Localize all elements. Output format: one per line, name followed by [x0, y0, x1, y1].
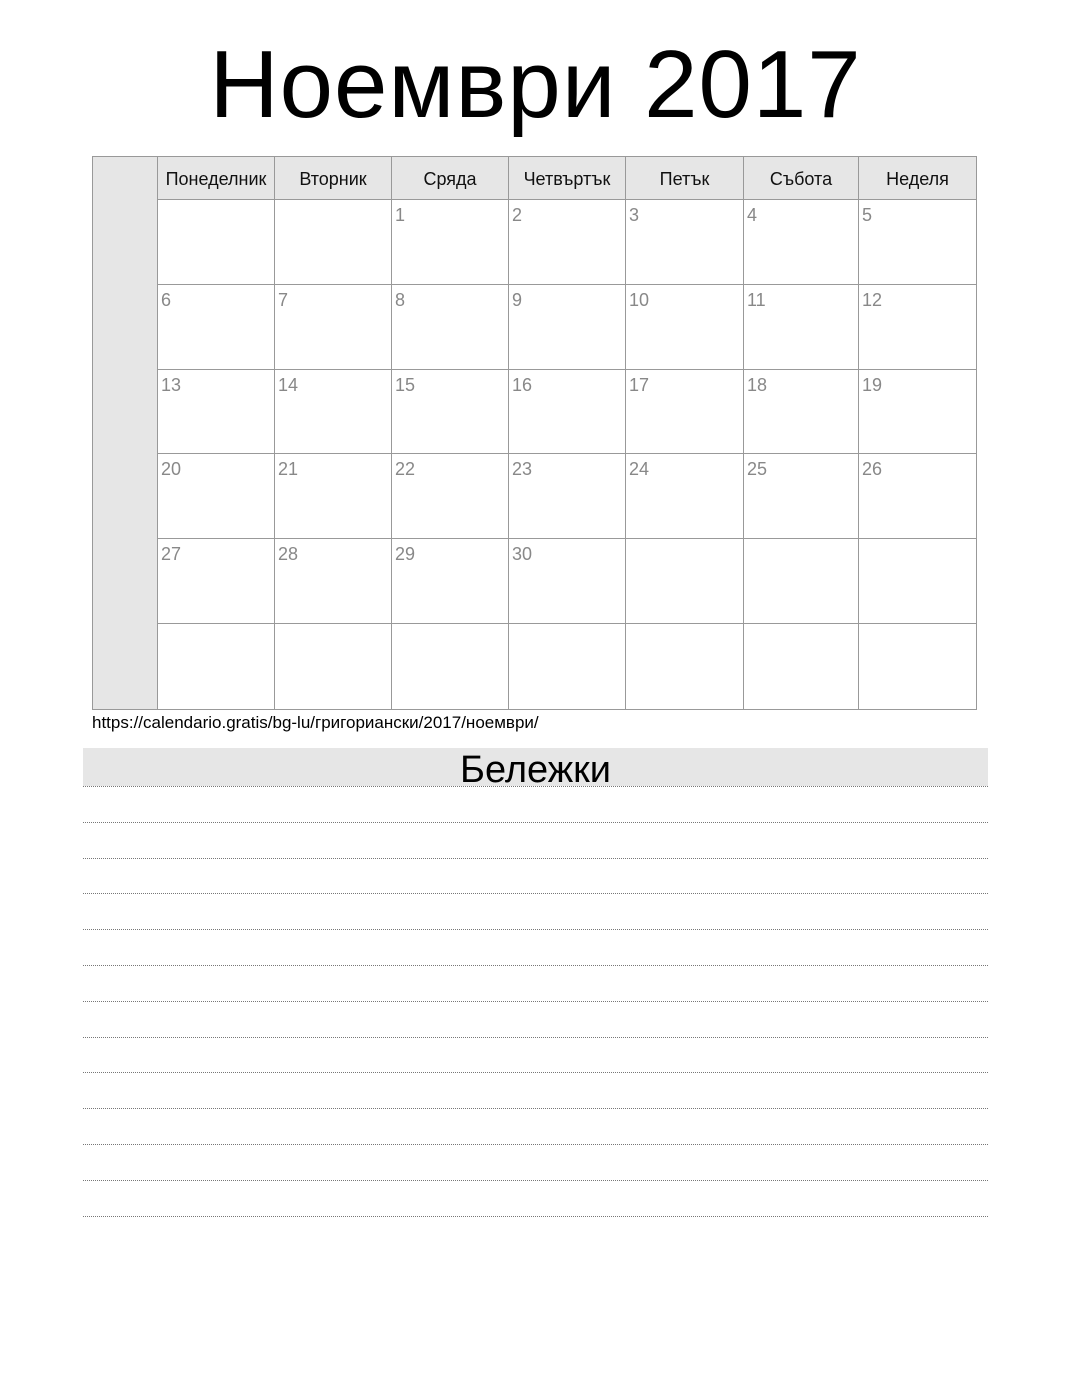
weekday-header: Четвъртък [509, 157, 626, 200]
day-number: 8 [395, 289, 406, 310]
day-cell [744, 454, 859, 539]
day-number: 6 [161, 289, 172, 310]
day-cell [392, 285, 509, 370]
note-line [83, 1108, 988, 1109]
day-number: 19 [862, 374, 883, 395]
day-cell [626, 539, 744, 624]
note-line [83, 822, 988, 823]
day-cell [275, 454, 392, 539]
day-cell [158, 539, 275, 624]
week-number-column [93, 157, 158, 709]
day-cell [158, 285, 275, 370]
day-number: 2 [512, 205, 523, 225]
month-calendar [92, 156, 977, 710]
day-number: 23 [512, 459, 533, 480]
note-line [83, 1216, 988, 1217]
day-cell [275, 624, 392, 709]
day-number: 13 [161, 374, 182, 395]
note-line [83, 929, 988, 930]
day-cell [275, 285, 392, 370]
day-number: 12 [862, 289, 883, 310]
note-line [83, 1180, 988, 1181]
day-number: 28 [278, 544, 299, 565]
day-cell [158, 624, 275, 709]
note-line [83, 1144, 988, 1145]
weekday-header: Събота [744, 157, 859, 200]
day-cell [744, 624, 859, 709]
day-number: 7 [278, 289, 289, 310]
day-cell [859, 454, 976, 539]
calendar-grid [158, 157, 976, 709]
day-number: 10 [629, 289, 650, 310]
day-cell [158, 370, 275, 455]
day-cell [744, 285, 859, 370]
day-number: 26 [862, 459, 883, 480]
weekday-header: Понеделник [158, 157, 275, 200]
weekday-header: Вторник [275, 157, 392, 200]
day-number: 16 [512, 374, 533, 395]
day-cell [859, 285, 976, 370]
day-cell [509, 539, 626, 624]
day-number: 15 [395, 374, 416, 395]
day-cell [626, 200, 744, 285]
day-number: 20 [161, 459, 182, 480]
day-cell [509, 454, 626, 539]
day-cell [626, 454, 744, 539]
day-cell [509, 285, 626, 370]
weekday-header: Неделя [859, 157, 976, 200]
day-cell [275, 200, 392, 285]
source-url: https://calendario.gratis/bg-lu/григориански/2017/ноември/ [92, 713, 539, 732]
note-line [83, 1001, 988, 1002]
day-cell [859, 539, 976, 624]
day-cell [509, 370, 626, 455]
day-cell [275, 370, 392, 455]
day-cell [275, 539, 392, 624]
note-line [83, 1072, 988, 1073]
notes-title: Бележки [83, 748, 988, 786]
day-cell [626, 624, 744, 709]
day-cell [392, 454, 509, 539]
day-cell [859, 624, 976, 709]
day-number: 25 [747, 459, 768, 480]
day-cell [392, 624, 509, 709]
day-cell [744, 539, 859, 624]
day-number: 30 [512, 544, 533, 565]
day-cell [392, 200, 509, 285]
note-line [83, 1037, 988, 1038]
day-number: 11 [747, 289, 766, 310]
day-number: 22 [395, 459, 416, 480]
note-line [83, 965, 988, 966]
day-cell [392, 370, 509, 455]
day-number: 24 [629, 459, 650, 480]
day-number: 21 [278, 459, 299, 480]
note-line [83, 858, 988, 859]
day-number: 9 [512, 289, 523, 310]
note-line [83, 786, 988, 787]
day-number: 29 [395, 544, 416, 565]
day-cell [859, 200, 976, 285]
day-cell [158, 200, 275, 285]
day-cell [509, 200, 626, 285]
day-cell [744, 370, 859, 455]
day-cell [626, 370, 744, 455]
weekday-header: Петък [626, 157, 744, 200]
day-number: 14 [278, 374, 299, 395]
day-number: 5 [862, 205, 873, 225]
day-cell [392, 539, 509, 624]
day-number: 1 [395, 205, 406, 225]
day-number: 3 [629, 205, 640, 225]
day-number: 17 [629, 374, 650, 395]
note-line [83, 893, 988, 894]
day-number: 18 [747, 374, 768, 395]
day-number: 27 [161, 544, 182, 565]
day-cell [859, 370, 976, 455]
day-cell [744, 200, 859, 285]
day-cell [509, 624, 626, 709]
weekday-header: Сряда [392, 157, 509, 200]
day-cell [158, 454, 275, 539]
page-title: Ноември 2017 [209, 31, 862, 138]
day-number: 4 [747, 205, 758, 225]
day-cell [626, 285, 744, 370]
